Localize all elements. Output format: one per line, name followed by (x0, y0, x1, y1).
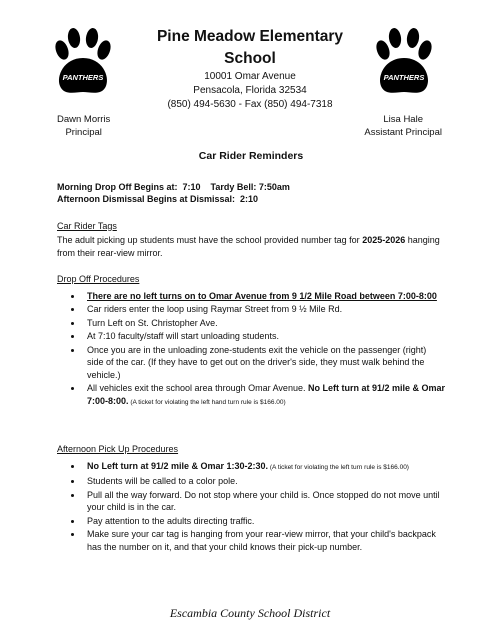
item-small: (A ticket for violating the left hand turn rule is $166.00) (128, 398, 286, 406)
school-name-line1: Pine Meadow Elementary (156, 28, 344, 45)
school-name (130, 26, 370, 70)
phone-fax: (850) 494-5630 - Fax (850) 494-7318 (167, 99, 333, 110)
list-item: • Pull all the way forward. Do not stop where your child is. Once stopped do not move until your child is in the car. (83, 489, 445, 514)
svg-text:PANTHERS: PANTHERS (383, 73, 425, 82)
tags-year: 2025-2026 (362, 235, 406, 245)
school-name-line2: School (224, 50, 276, 67)
list-item: • Make sure your car tag is hanging from your rear-view mirror, that your child's backpack has the number on it, and that your child knows their pick-up number. (83, 528, 445, 553)
footer-district: Escambia County School District (169, 606, 331, 620)
assistant-principal-title: Assistant Principal (364, 127, 442, 138)
document-content (57, 150, 445, 554)
svg-text:PANTHERS: PANTHERS (62, 73, 104, 82)
item-small: (A ticket for violating the left turn rule is $166.00) (268, 463, 409, 471)
address-city: Pensacola, Florida 32534 (193, 85, 307, 96)
list-item: • Turn Left on St. Christopher Ave. (83, 317, 445, 330)
tags-text-before: The adult picking up students must have the school provided number tag for (57, 235, 363, 245)
list-item: • Students will be called to a color pole. (83, 475, 445, 488)
item-text: All vehicles exit the school area through Omar Avenue. (87, 383, 308, 393)
pick-up-list (57, 460, 445, 554)
list-item: • At 7:10 faculty/staff will start unloading students. (83, 330, 445, 343)
list-item: • Pay attention to the adults directing traffic. (83, 515, 445, 528)
drop-off-list (57, 290, 445, 410)
drop-off-heading: Drop Off Procedures (57, 274, 140, 284)
item-bold: No Left turn at 91/2 mile & Omar 7:00-8:00. (87, 383, 445, 406)
principal-name: Dawn Morris (57, 114, 111, 125)
list-item: • Once you are in the unloading zone-students exit the vehicle on the passenger (right) side of the car. (If they have to get out on the driver's side, they must walk behind the vehicle.) (83, 344, 445, 382)
principal-title: Principal (65, 127, 102, 138)
list-item (83, 382, 445, 409)
morning-schedule: Morning Drop Off Begins at: 7:10 Tardy Bell: 7:50am (57, 181, 290, 192)
assistant-principal-name: Lisa Hale (383, 114, 423, 125)
panther-paw-logo-left (52, 28, 114, 98)
pick-up-heading: Afternoon Pick Up Procedures (57, 444, 179, 454)
car-rider-tags-heading: Car Rider Tags (57, 220, 117, 231)
assistant-principal-block (364, 113, 442, 139)
principal-block (57, 113, 110, 139)
list-item: • Car riders enter the loop using Raymar Street from 9 ½ Mile Rd. (83, 303, 445, 316)
car-rider-tags-text (57, 234, 445, 259)
document-title: Car Rider Reminders (198, 150, 304, 162)
list-item: • There are no left turns on to Omar Avenue from 9 1/2 Mile Road between 7:00-8:00 (83, 290, 445, 303)
panther-paw-logo-right (373, 28, 435, 98)
address-street: 10001 Omar Avenue (204, 71, 296, 82)
afternoon-schedule: Afternoon Dismissal Begins at Dismissal: 2:10 (57, 194, 259, 204)
item-bold: No Left turn at 91/2 mile & Omar 1:30-2:30. (87, 460, 269, 471)
school-address (130, 70, 370, 112)
tags-text-after: hanging from their rear-view mirror. (57, 235, 440, 258)
list-item (83, 460, 445, 475)
